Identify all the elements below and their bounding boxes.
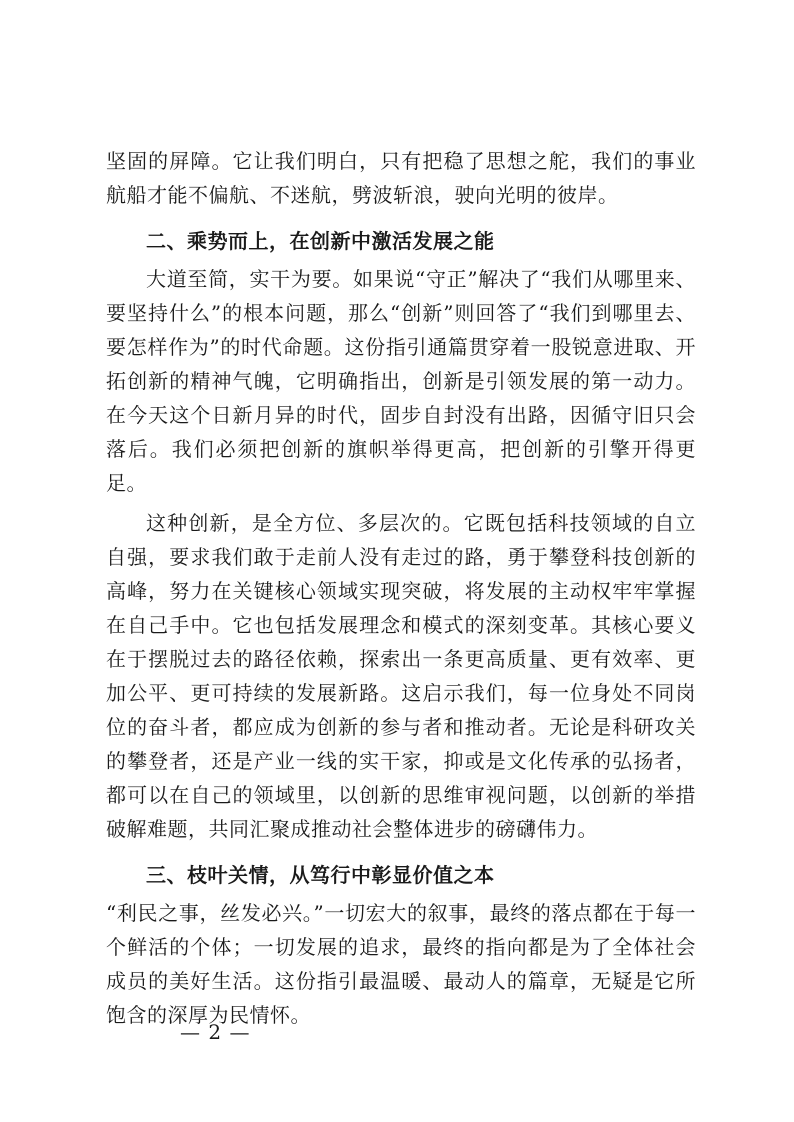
spacer — [106, 846, 696, 852]
paragraph-people-oriented: “利民之事，丝发必兴。”一切宏大的叙事，最终的落点都在于每一个鲜活的个体；一切发展的追求，最终的指向都是为了全体社会成员的美好生活。这份指引最温暖、最动人的篇章，无疑是它所饱含的深厚为民情怀。 — [106, 901, 696, 1027]
document-body — [106, 144, 696, 1032]
section-heading-2: 二、乘势而上，在创新中激活发展之能 — [146, 229, 495, 253]
paragraph-continuation: 坚固的屏障。它让我们明白，只有把稳了思想之舵，我们的事业航船才能不偏航、不迷航，劈波斩浪，驶向光明的彼岸。 — [106, 149, 696, 207]
section-heading-3: 三、枝叶关情，从笃行中彰显价值之本 — [146, 863, 495, 887]
paragraph-innovation-intro: 大道至简，实干为要。如果说“守正”解决了“我们从哪里来、要坚持什么”的根本问题，那么“创新”则回答了“我们到哪里去、要怎样作为”的时代命题。这份指引通篇贯穿着一股锐意进取、开拓创新的精神气魄，它明确指出，创新是引领发展的第一动力。在今天这个日新月异的时代，固步自封没有出路，因循守旧只会落后。我们必须把创新的旗帜举得更高，把创新的引擎开得更足。 — [106, 267, 696, 495]
spacer — [106, 212, 696, 218]
page-number: — 2 — — [180, 1020, 251, 1044]
paragraph-innovation-detail: 这种创新，是全方位、多层次的。它既包括科技领域的自立自强，要求我们敢于走前人没有走过的路，勇于攀登科技创新的高峰，努力在关键核心领域实现突破，将发展的主动权牢牢掌握在自己手中。它也包括发展理念和模式的深刻变革。其核心要义在于摆脱过去的路径依赖，探索出一条更高质量、更有效率、更加公平、更可持续的发展新路。这启示我们，每一位身处不同岗位的奋斗者，都应成为创新的参与者和推动者。无论是科研攻关的攀登者，还是产业一线的实干家，抑或是文化传承的弘扬者，都可以在自己的领域里，以创新的思维审视问题，以创新的举措破解难题，共同汇聚成推动社会整体进步的磅礴伟力。 — [106, 511, 696, 841]
